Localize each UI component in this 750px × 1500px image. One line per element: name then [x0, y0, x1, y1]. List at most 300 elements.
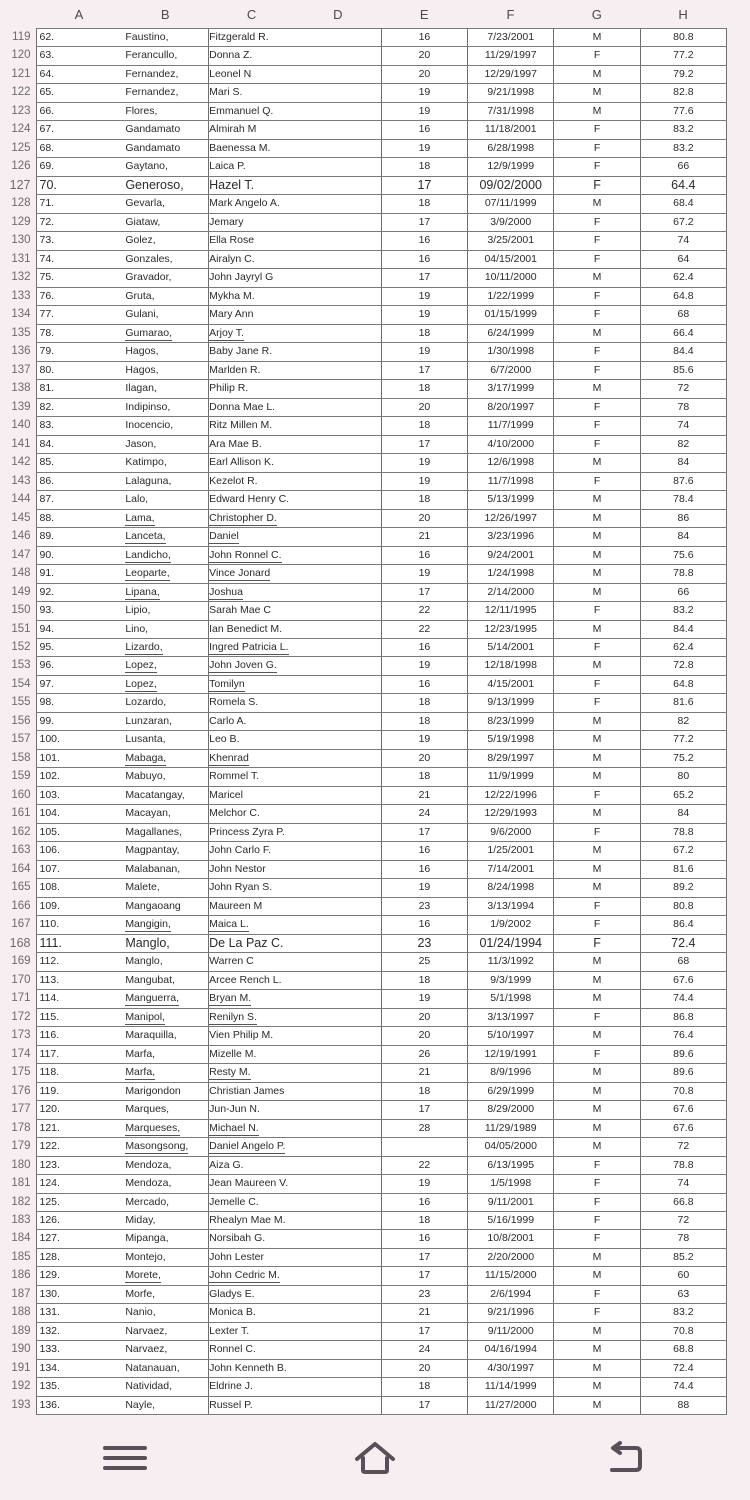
cell-e-age[interactable]: 19 — [381, 565, 467, 583]
row-number[interactable]: 178 — [0, 1119, 36, 1137]
cell-e-age[interactable]: 24 — [381, 805, 467, 823]
row-number[interactable]: 155 — [0, 694, 36, 712]
cell-f-birthdate[interactable]: 2/20/2000 — [468, 1248, 554, 1266]
row-number[interactable]: 177 — [0, 1101, 36, 1119]
cell-g-sex[interactable]: M — [554, 990, 640, 1008]
cell-h-score[interactable]: 66 — [640, 158, 726, 176]
cell-a-index[interactable]: 130. — [36, 1285, 122, 1303]
cell-f-birthdate[interactable]: 7/14/2001 — [468, 860, 554, 878]
cell-b-surname[interactable]: Lanceta, — [122, 528, 208, 546]
cell-g-sex[interactable]: M — [554, 528, 640, 546]
cell-f-birthdate[interactable]: 11/7/1998 — [468, 472, 554, 490]
cell-a-index[interactable]: 134. — [36, 1359, 122, 1377]
cell-d-empty[interactable] — [295, 583, 381, 601]
cell-b-surname[interactable]: Marques, — [122, 1101, 208, 1119]
cell-g-sex[interactable]: M — [554, 102, 640, 120]
cell-c-givenname[interactable]: Rommel T. — [209, 768, 295, 786]
row-number[interactable]: 139 — [0, 398, 36, 416]
cell-d-empty[interactable] — [295, 1193, 381, 1211]
cell-f-birthdate[interactable]: 11/14/1999 — [468, 1378, 554, 1396]
cell-e-age[interactable]: 17 — [381, 1101, 467, 1119]
cell-c-givenname[interactable]: Mari S. — [209, 84, 295, 102]
cell-a-index[interactable]: 88. — [36, 509, 122, 527]
cell-c-givenname[interactable]: Resty M. — [209, 1064, 295, 1082]
cell-b-surname[interactable]: Mangaoang — [122, 897, 208, 915]
cell-e-age[interactable]: 19 — [381, 102, 467, 120]
row-number[interactable]: 152 — [0, 638, 36, 656]
cell-h-score[interactable]: 82 — [640, 435, 726, 453]
table-row[interactable] — [0, 749, 727, 767]
cell-b-surname[interactable]: Marigondon — [122, 1082, 208, 1100]
cell-c-givenname[interactable]: Maricel — [209, 786, 295, 804]
cell-d-empty[interactable] — [295, 694, 381, 712]
cell-b-surname[interactable]: Natividad, — [122, 1378, 208, 1396]
cell-a-index[interactable]: 99. — [36, 712, 122, 730]
cell-b-surname[interactable]: Gevarla, — [122, 195, 208, 213]
cell-h-score[interactable]: 79.2 — [640, 65, 726, 83]
cell-d-empty[interactable] — [295, 269, 381, 287]
cell-f-birthdate[interactable]: 9/11/2001 — [468, 1193, 554, 1211]
table-row[interactable] — [0, 1267, 727, 1285]
cell-b-surname[interactable]: Manglo, — [122, 934, 208, 952]
cell-h-score[interactable]: 84.4 — [640, 343, 726, 361]
cell-e-age[interactable]: 18 — [381, 380, 467, 398]
cell-d-empty[interactable] — [295, 1082, 381, 1100]
cell-f-birthdate[interactable]: 1/24/1998 — [468, 565, 554, 583]
row-number[interactable]: 189 — [0, 1322, 36, 1340]
table-row[interactable] — [0, 287, 727, 305]
cell-g-sex[interactable]: F — [554, 675, 640, 693]
table-row[interactable] — [0, 491, 727, 509]
row-number[interactable]: 170 — [0, 971, 36, 989]
cell-c-givenname[interactable]: Mary Ann — [209, 306, 295, 324]
table-row[interactable] — [0, 528, 727, 546]
cell-f-birthdate[interactable]: 1/30/1998 — [468, 343, 554, 361]
cell-h-score[interactable]: 86.4 — [640, 916, 726, 934]
cell-c-givenname[interactable]: Vince Jonard — [209, 565, 295, 583]
cell-g-sex[interactable]: M — [554, 1027, 640, 1045]
row-number[interactable]: 128 — [0, 195, 36, 213]
cell-e-age[interactable]: 16 — [381, 1230, 467, 1248]
cell-b-surname[interactable]: Lizardo, — [122, 638, 208, 656]
cell-e-age[interactable]: 19 — [381, 657, 467, 675]
cell-c-givenname[interactable]: Carlo A. — [209, 712, 295, 730]
table-row[interactable] — [0, 269, 727, 287]
row-number[interactable]: 188 — [0, 1304, 36, 1322]
cell-g-sex[interactable]: F — [554, 417, 640, 435]
cell-d-empty[interactable] — [295, 29, 381, 47]
cell-g-sex[interactable]: F — [554, 823, 640, 841]
cell-d-empty[interactable] — [295, 897, 381, 915]
cell-d-empty[interactable] — [295, 139, 381, 157]
cell-d-empty[interactable] — [295, 638, 381, 656]
cell-e-age[interactable]: 17 — [381, 435, 467, 453]
table-row[interactable] — [0, 953, 727, 971]
cell-g-sex[interactable]: F — [554, 343, 640, 361]
cell-a-index[interactable]: 72. — [36, 213, 122, 231]
row-number[interactable]: 167 — [0, 916, 36, 934]
cell-h-score[interactable]: 82 — [640, 712, 726, 730]
cell-d-empty[interactable] — [295, 361, 381, 379]
cell-e-age[interactable]: 17 — [381, 1396, 467, 1414]
cell-g-sex[interactable]: F — [554, 638, 640, 656]
cell-b-surname[interactable]: Lalo, — [122, 491, 208, 509]
cell-e-age[interactable]: 18 — [381, 971, 467, 989]
cell-e-age[interactable]: 16 — [381, 860, 467, 878]
cell-f-birthdate[interactable]: 8/23/1999 — [468, 712, 554, 730]
cell-h-score[interactable]: 74 — [640, 232, 726, 250]
cell-c-givenname[interactable]: Arcee Rench L. — [209, 971, 295, 989]
cell-d-empty[interactable] — [295, 472, 381, 490]
cell-c-givenname[interactable]: Baby Jane R. — [209, 343, 295, 361]
cell-b-surname[interactable]: Montejo, — [122, 1248, 208, 1266]
cell-b-surname[interactable]: Manipol, — [122, 1008, 208, 1026]
column-header-g[interactable]: G — [554, 0, 640, 29]
cell-f-birthdate[interactable]: 11/15/2000 — [468, 1267, 554, 1285]
cell-g-sex[interactable]: F — [554, 398, 640, 416]
cell-c-givenname[interactable]: Ian Benedict M. — [209, 620, 295, 638]
cell-c-givenname[interactable]: Mykha M. — [209, 287, 295, 305]
cell-c-givenname[interactable]: Christian James — [209, 1082, 295, 1100]
table-row[interactable] — [0, 565, 727, 583]
table-row[interactable] — [0, 1138, 727, 1156]
table-row[interactable] — [0, 1175, 727, 1193]
cell-g-sex[interactable]: M — [554, 842, 640, 860]
cell-e-age[interactable]: 19 — [381, 1175, 467, 1193]
cell-f-birthdate[interactable]: 11/18/2001 — [468, 121, 554, 139]
cell-h-score[interactable]: 87.6 — [640, 472, 726, 490]
cell-c-givenname[interactable]: Vien Philip M. — [209, 1027, 295, 1045]
cell-a-index[interactable]: 119. — [36, 1082, 122, 1100]
cell-c-givenname[interactable]: Fitzgerald R. — [209, 29, 295, 47]
cell-g-sex[interactable]: M — [554, 1322, 640, 1340]
cell-d-empty[interactable] — [295, 509, 381, 527]
cell-c-givenname[interactable]: Monica B. — [209, 1304, 295, 1322]
cell-d-empty[interactable] — [295, 1064, 381, 1082]
row-number[interactable]: 153 — [0, 657, 36, 675]
cell-b-surname[interactable]: Magallanes, — [122, 823, 208, 841]
row-number[interactable]: 184 — [0, 1230, 36, 1248]
cell-g-sex[interactable]: M — [554, 565, 640, 583]
cell-h-score[interactable]: 68 — [640, 306, 726, 324]
cell-a-index[interactable]: 66. — [36, 102, 122, 120]
cell-a-index[interactable]: 116. — [36, 1027, 122, 1045]
cell-g-sex[interactable]: M — [554, 1064, 640, 1082]
cell-e-age[interactable]: 19 — [381, 472, 467, 490]
table-row[interactable] — [0, 1378, 727, 1396]
cell-h-score[interactable]: 72.8 — [640, 657, 726, 675]
table-row[interactable] — [0, 250, 727, 268]
cell-e-age[interactable]: 22 — [381, 1156, 467, 1174]
cell-a-index[interactable]: 113. — [36, 971, 122, 989]
cell-b-surname[interactable]: Maraquilla, — [122, 1027, 208, 1045]
cell-c-givenname[interactable]: Jean Maureen V. — [209, 1175, 295, 1193]
cell-h-score[interactable]: 84 — [640, 805, 726, 823]
cell-h-score[interactable]: 72.4 — [640, 934, 726, 952]
cell-c-givenname[interactable]: John Kenneth B. — [209, 1359, 295, 1377]
cell-c-givenname[interactable]: John Nestor — [209, 860, 295, 878]
table-row[interactable] — [0, 84, 727, 102]
row-number[interactable]: 143 — [0, 472, 36, 490]
cell-b-surname[interactable]: Narvaez, — [122, 1322, 208, 1340]
cell-c-givenname[interactable]: De La Paz C. — [209, 934, 295, 952]
cell-f-birthdate[interactable]: 6/13/1995 — [468, 1156, 554, 1174]
cell-h-score[interactable]: 80 — [640, 768, 726, 786]
cell-f-birthdate[interactable]: 09/02/2000 — [468, 176, 554, 194]
cell-g-sex[interactable]: M — [554, 1341, 640, 1359]
cell-c-givenname[interactable]: Jemelle C. — [209, 1193, 295, 1211]
cell-a-index[interactable]: 69. — [36, 158, 122, 176]
cell-b-surname[interactable]: Lopez, — [122, 657, 208, 675]
cell-d-empty[interactable] — [295, 176, 381, 194]
column-header-b[interactable]: B — [122, 0, 208, 29]
cell-d-empty[interactable] — [295, 398, 381, 416]
cell-g-sex[interactable]: F — [554, 121, 640, 139]
cell-e-age[interactable]: 20 — [381, 509, 467, 527]
cell-e-age[interactable]: 18 — [381, 1378, 467, 1396]
cell-a-index[interactable]: 73. — [36, 232, 122, 250]
cell-h-score[interactable]: 78 — [640, 398, 726, 416]
cell-b-surname[interactable]: Katimpo, — [122, 454, 208, 472]
cell-h-score[interactable]: 68 — [640, 953, 726, 971]
cell-e-age[interactable]: 18 — [381, 324, 467, 342]
cell-c-givenname[interactable]: Khenrad — [209, 749, 295, 767]
cell-b-surname[interactable]: Giataw, — [122, 213, 208, 231]
cell-a-index[interactable]: 107. — [36, 860, 122, 878]
cell-h-score[interactable]: 86 — [640, 509, 726, 527]
cell-h-score[interactable]: 88 — [640, 1396, 726, 1414]
cell-g-sex[interactable]: M — [554, 546, 640, 564]
row-number[interactable]: 135 — [0, 324, 36, 342]
row-number[interactable]: 180 — [0, 1156, 36, 1174]
cell-b-surname[interactable]: Mabaga, — [122, 749, 208, 767]
cell-f-birthdate[interactable]: 1/9/2002 — [468, 916, 554, 934]
cell-c-givenname[interactable]: Edward Henry C. — [209, 491, 295, 509]
cell-g-sex[interactable]: F — [554, 139, 640, 157]
cell-a-index[interactable]: 86. — [36, 472, 122, 490]
cell-a-index[interactable]: 120. — [36, 1101, 122, 1119]
cell-f-birthdate[interactable]: 9/3/1999 — [468, 971, 554, 989]
cell-e-age[interactable]: 19 — [381, 731, 467, 749]
row-number[interactable]: 157 — [0, 731, 36, 749]
cell-c-givenname[interactable]: Russel P. — [209, 1396, 295, 1414]
cell-h-score[interactable]: 67.2 — [640, 213, 726, 231]
cell-f-birthdate[interactable]: 8/24/1998 — [468, 879, 554, 897]
cell-h-score[interactable]: 63 — [640, 1285, 726, 1303]
table-row[interactable] — [0, 971, 727, 989]
recents-button[interactable] — [80, 1428, 170, 1488]
cell-a-index[interactable]: 96. — [36, 657, 122, 675]
table-row[interactable] — [0, 1101, 727, 1119]
cell-e-age[interactable]: 19 — [381, 990, 467, 1008]
cell-e-age[interactable]: 16 — [381, 842, 467, 860]
cell-e-age[interactable]: 25 — [381, 953, 467, 971]
row-number[interactable]: 179 — [0, 1138, 36, 1156]
cell-h-score[interactable]: 67.6 — [640, 1101, 726, 1119]
table-row[interactable] — [0, 195, 727, 213]
cell-g-sex[interactable]: M — [554, 712, 640, 730]
cell-d-empty[interactable] — [295, 990, 381, 1008]
cell-d-empty[interactable] — [295, 1008, 381, 1026]
table-row[interactable] — [0, 232, 727, 250]
table-row[interactable] — [0, 638, 727, 656]
cell-d-empty[interactable] — [295, 1341, 381, 1359]
cell-e-age[interactable]: 19 — [381, 139, 467, 157]
cell-d-empty[interactable] — [295, 1359, 381, 1377]
cell-f-birthdate[interactable]: 3/13/1997 — [468, 1008, 554, 1026]
cell-b-surname[interactable]: Macayan, — [122, 805, 208, 823]
row-number[interactable]: 119 — [0, 29, 36, 47]
cell-a-index[interactable]: 89. — [36, 528, 122, 546]
cell-b-surname[interactable]: Hagos, — [122, 361, 208, 379]
cell-b-surname[interactable]: Lozardo, — [122, 694, 208, 712]
cell-e-age[interactable]: 18 — [381, 1212, 467, 1230]
cell-e-age[interactable]: 20 — [381, 1359, 467, 1377]
cell-e-age[interactable]: 17 — [381, 583, 467, 601]
cell-d-empty[interactable] — [295, 1119, 381, 1137]
cell-d-empty[interactable] — [295, 1396, 381, 1414]
cell-h-score[interactable]: 60 — [640, 1267, 726, 1285]
cell-c-givenname[interactable]: Donna Z. — [209, 47, 295, 65]
cell-c-givenname[interactable]: Ronnel C. — [209, 1341, 295, 1359]
cell-h-score[interactable]: 78.8 — [640, 565, 726, 583]
table-row[interactable] — [0, 417, 727, 435]
cell-h-score[interactable]: 83.2 — [640, 121, 726, 139]
cell-a-index[interactable]: 79. — [36, 343, 122, 361]
cell-f-birthdate[interactable]: 1/25/2001 — [468, 842, 554, 860]
cell-d-empty[interactable] — [295, 287, 381, 305]
cell-c-givenname[interactable]: Daniel — [209, 528, 295, 546]
cell-g-sex[interactable]: M — [554, 768, 640, 786]
cell-b-surname[interactable]: Morfe, — [122, 1285, 208, 1303]
row-number[interactable]: 193 — [0, 1396, 36, 1414]
cell-f-birthdate[interactable]: 5/10/1997 — [468, 1027, 554, 1045]
cell-e-age[interactable]: 19 — [381, 879, 467, 897]
cell-g-sex[interactable]: M — [554, 1101, 640, 1119]
cell-d-empty[interactable] — [295, 65, 381, 83]
cell-c-givenname[interactable]: Airalyn C. — [209, 250, 295, 268]
cell-f-birthdate[interactable]: 9/6/2000 — [468, 823, 554, 841]
cell-h-score[interactable]: 80.8 — [640, 897, 726, 915]
table-row[interactable] — [0, 990, 727, 1008]
cell-b-surname[interactable]: Gandamato — [122, 121, 208, 139]
cell-g-sex[interactable]: F — [554, 1230, 640, 1248]
cell-e-age[interactable]: 20 — [381, 1008, 467, 1026]
cell-f-birthdate[interactable]: 12/9/1999 — [468, 158, 554, 176]
cell-c-givenname[interactable]: Maica L. — [209, 916, 295, 934]
cell-f-birthdate[interactable]: 04/16/1994 — [468, 1341, 554, 1359]
cell-e-age[interactable]: 17 — [381, 1267, 467, 1285]
cell-c-givenname[interactable]: Ella Rose — [209, 232, 295, 250]
cell-f-birthdate[interactable]: 6/24/1999 — [468, 324, 554, 342]
row-number[interactable]: 176 — [0, 1082, 36, 1100]
cell-c-givenname[interactable]: Mark Angelo A. — [209, 195, 295, 213]
cell-a-index[interactable]: 78. — [36, 324, 122, 342]
table-row[interactable] — [0, 1212, 727, 1230]
cell-d-empty[interactable] — [295, 158, 381, 176]
row-number[interactable]: 141 — [0, 435, 36, 453]
cell-f-birthdate[interactable]: 04/15/2001 — [468, 250, 554, 268]
cell-d-empty[interactable] — [295, 1027, 381, 1045]
cell-e-age[interactable]: 16 — [381, 29, 467, 47]
row-number[interactable]: 138 — [0, 380, 36, 398]
cell-f-birthdate[interactable]: 9/21/1998 — [468, 84, 554, 102]
table-row[interactable] — [0, 602, 727, 620]
cell-b-surname[interactable]: Landicho, — [122, 546, 208, 564]
cell-h-score[interactable]: 77.2 — [640, 47, 726, 65]
cell-h-score[interactable]: 74 — [640, 1175, 726, 1193]
cell-b-surname[interactable]: Malete, — [122, 879, 208, 897]
cell-a-index[interactable]: 122. — [36, 1138, 122, 1156]
cell-h-score[interactable]: 72.4 — [640, 1359, 726, 1377]
table-row[interactable] — [0, 897, 727, 915]
cell-a-index[interactable]: 65. — [36, 84, 122, 102]
cell-b-surname[interactable]: Indipinso, — [122, 398, 208, 416]
table-row[interactable] — [0, 712, 727, 730]
cell-b-surname[interactable]: Miday, — [122, 1212, 208, 1230]
cell-f-birthdate[interactable]: 1/22/1999 — [468, 287, 554, 305]
cell-g-sex[interactable]: M — [554, 583, 640, 601]
cell-d-empty[interactable] — [295, 860, 381, 878]
cell-a-index[interactable]: 118. — [36, 1064, 122, 1082]
cell-a-index[interactable]: 95. — [36, 638, 122, 656]
cell-h-score[interactable]: 89.2 — [640, 879, 726, 897]
cell-f-birthdate[interactable]: 5/16/1999 — [468, 1212, 554, 1230]
cell-a-index[interactable]: 114. — [36, 990, 122, 1008]
cell-a-index[interactable]: 125. — [36, 1193, 122, 1211]
row-number[interactable]: 174 — [0, 1045, 36, 1063]
cell-d-empty[interactable] — [295, 971, 381, 989]
cell-a-index[interactable]: 108. — [36, 879, 122, 897]
cell-e-age[interactable]: 20 — [381, 47, 467, 65]
cell-e-age[interactable]: 16 — [381, 675, 467, 693]
table-row[interactable] — [0, 1082, 727, 1100]
cell-c-givenname[interactable]: Lexter T. — [209, 1322, 295, 1340]
cell-e-age[interactable]: 16 — [381, 232, 467, 250]
cell-h-score[interactable]: 67.6 — [640, 971, 726, 989]
row-number[interactable]: 169 — [0, 953, 36, 971]
cell-a-index[interactable]: 105. — [36, 823, 122, 841]
cell-h-score[interactable]: 84.4 — [640, 620, 726, 638]
cell-b-surname[interactable]: Lipana, — [122, 583, 208, 601]
cell-g-sex[interactable]: F — [554, 786, 640, 804]
table-row[interactable] — [0, 1193, 727, 1211]
cell-b-surname[interactable]: Mipanga, — [122, 1230, 208, 1248]
table-row[interactable] — [0, 509, 727, 527]
cell-f-birthdate[interactable]: 2/6/1994 — [468, 1285, 554, 1303]
table-row[interactable] — [0, 583, 727, 601]
cell-g-sex[interactable]: F — [554, 694, 640, 712]
row-number[interactable]: 148 — [0, 565, 36, 583]
cell-b-surname[interactable]: Hagos, — [122, 343, 208, 361]
cell-e-age[interactable]: 18 — [381, 491, 467, 509]
row-number[interactable]: 120 — [0, 47, 36, 65]
cell-a-index[interactable]: 102. — [36, 768, 122, 786]
table-row[interactable] — [0, 29, 727, 47]
row-number[interactable]: 131 — [0, 250, 36, 268]
cell-c-givenname[interactable]: Earl Allison K. — [209, 454, 295, 472]
cell-h-score[interactable]: 85.2 — [640, 1248, 726, 1266]
cell-d-empty[interactable] — [295, 195, 381, 213]
cell-b-surname[interactable]: Lipio, — [122, 602, 208, 620]
cell-b-surname[interactable]: Marqueses, — [122, 1119, 208, 1137]
cell-e-age[interactable]: 17 — [381, 1322, 467, 1340]
cell-a-index[interactable]: 123. — [36, 1156, 122, 1174]
cell-h-score[interactable]: 81.6 — [640, 694, 726, 712]
cell-g-sex[interactable]: M — [554, 1396, 640, 1414]
row-number[interactable]: 160 — [0, 786, 36, 804]
cell-c-givenname[interactable]: Almirah M — [209, 121, 295, 139]
